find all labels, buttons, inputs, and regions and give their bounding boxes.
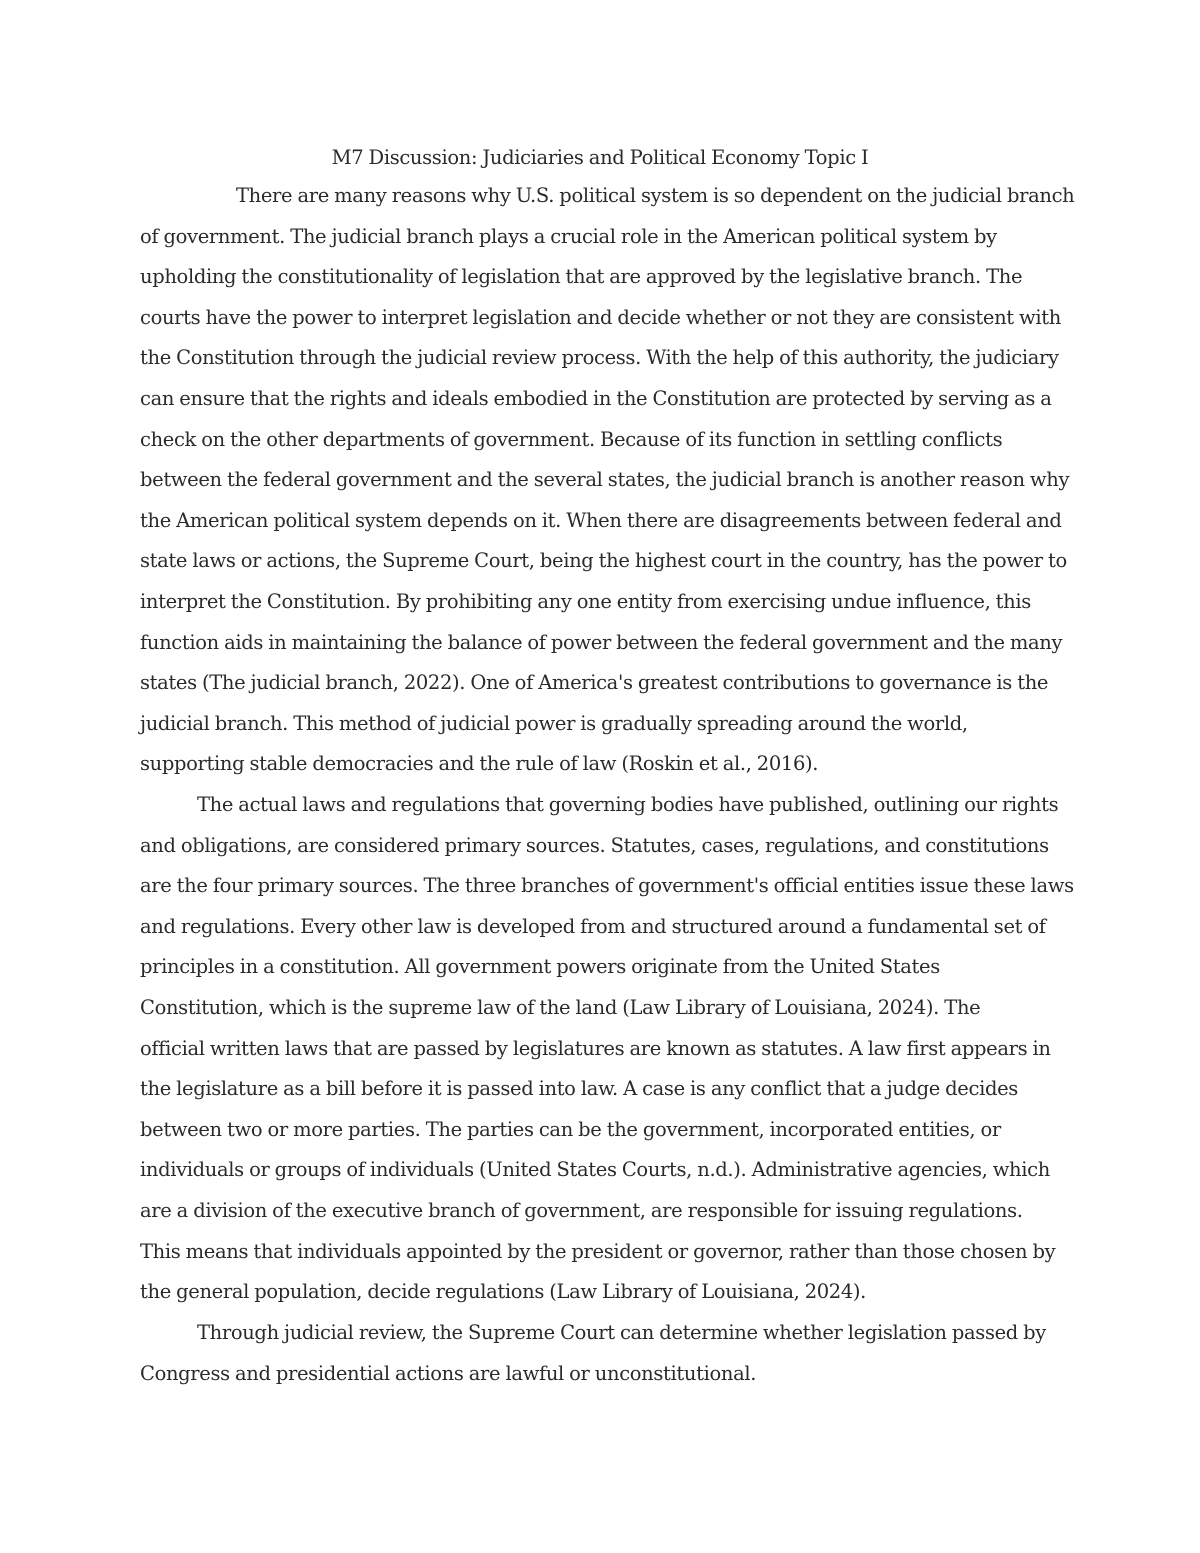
text-line: the general population, decide regulations (Law Library of Louisiana, 2024). <box>140 1280 867 1304</box>
text-line: This means that individuals appointed by the president or governor, rather than those chosen by <box>140 1239 1056 1263</box>
document-title: M7 Discussion: Judiciaries and Political Economy Topic I <box>331 146 869 169</box>
text-line: of government. The judicial branch plays a crucial role in the American political system by <box>140 224 997 248</box>
text-line: principles in a constitution. All government powers originate from the United States <box>140 955 940 979</box>
text-line: state laws or actions, the Supreme Court, being the highest court in the country, has the power to <box>140 549 1067 573</box>
text-line: official written laws that are passed by legislatures are known as statutes. A law first appears in <box>140 1036 1051 1060</box>
paragraph-2 <box>140 785 1074 1313</box>
text-line: supporting stable democracies and the rule of law (Roskin et al., 2016). <box>140 752 819 776</box>
text-line: check on the other departments of government. Because of its function in settling conflicts <box>140 427 1003 451</box>
text-line: between the federal government and the several states, the judicial branch is another reason why <box>140 468 1070 492</box>
text-line: can ensure that the rights and ideals embodied in the Constitution are protected by serving as a <box>140 386 1052 410</box>
text-line: the legislature as a bill before it is passed into law. A case is any conflict that a judge decides <box>140 1077 1018 1101</box>
paragraph-1 <box>140 176 1074 785</box>
text-line: individuals or groups of individuals (United States Courts, n.d.). Administrative agencies, which <box>140 1158 1050 1182</box>
text-line: the Constitution through the judicial review process. With the help of this authority, the judiciary <box>140 346 1059 370</box>
text-line: Congress and presidential actions are lawful or unconstitutional. <box>140 1361 757 1385</box>
text-line: Through judicial review, the Supreme Court can determine whether legislation passed by <box>197 1321 1046 1344</box>
text-line: the American political system depends on it. When there are disagreements between federal and <box>140 508 1062 532</box>
text-line: interpret the Constitution. By prohibiting any one entity from exercising undue influence, this <box>140 589 1031 613</box>
text-line: upholding the constitutionality of legislation that are approved by the legislative branch. The <box>140 265 1023 289</box>
text-line: courts have the power to interpret legislation and decide whether or not they are consistent with <box>140 305 1061 329</box>
text-line: judicial branch. This method of judicial power is gradually spreading around the world, <box>140 711 968 735</box>
text-line: Constitution, which is the supreme law of the land (Law Library of Louisiana, 2024). The <box>140 995 981 1019</box>
text-line: are the four primary sources. The three branches of government's official entities issue these laws <box>140 874 1074 898</box>
text-line: and regulations. Every other law is developed from and structured around a fundamental set of <box>140 914 1046 938</box>
text-line: function aids in maintaining the balance of power between the federal government and the many <box>140 630 1063 654</box>
paragraph-3 <box>140 1313 1046 1394</box>
text-line: between two or more parties. The parties can be the government, incorporated entities, or <box>140 1117 1001 1141</box>
text-line: The actual laws and regulations that governing bodies have published, outlining our rights <box>197 793 1059 816</box>
text-line: There are many reasons why U.S. political system is so dependent on the judicial branch <box>236 184 1075 207</box>
text-line: states (The judicial branch, 2022). One of America's greatest contributions to governance is the <box>140 671 1049 695</box>
text-line: and obligations, are considered primary sources. Statutes, cases, regulations, and constitutions <box>140 833 1049 857</box>
text-line: are a division of the executive branch of government, are responsible for issuing regulations. <box>140 1198 1023 1222</box>
